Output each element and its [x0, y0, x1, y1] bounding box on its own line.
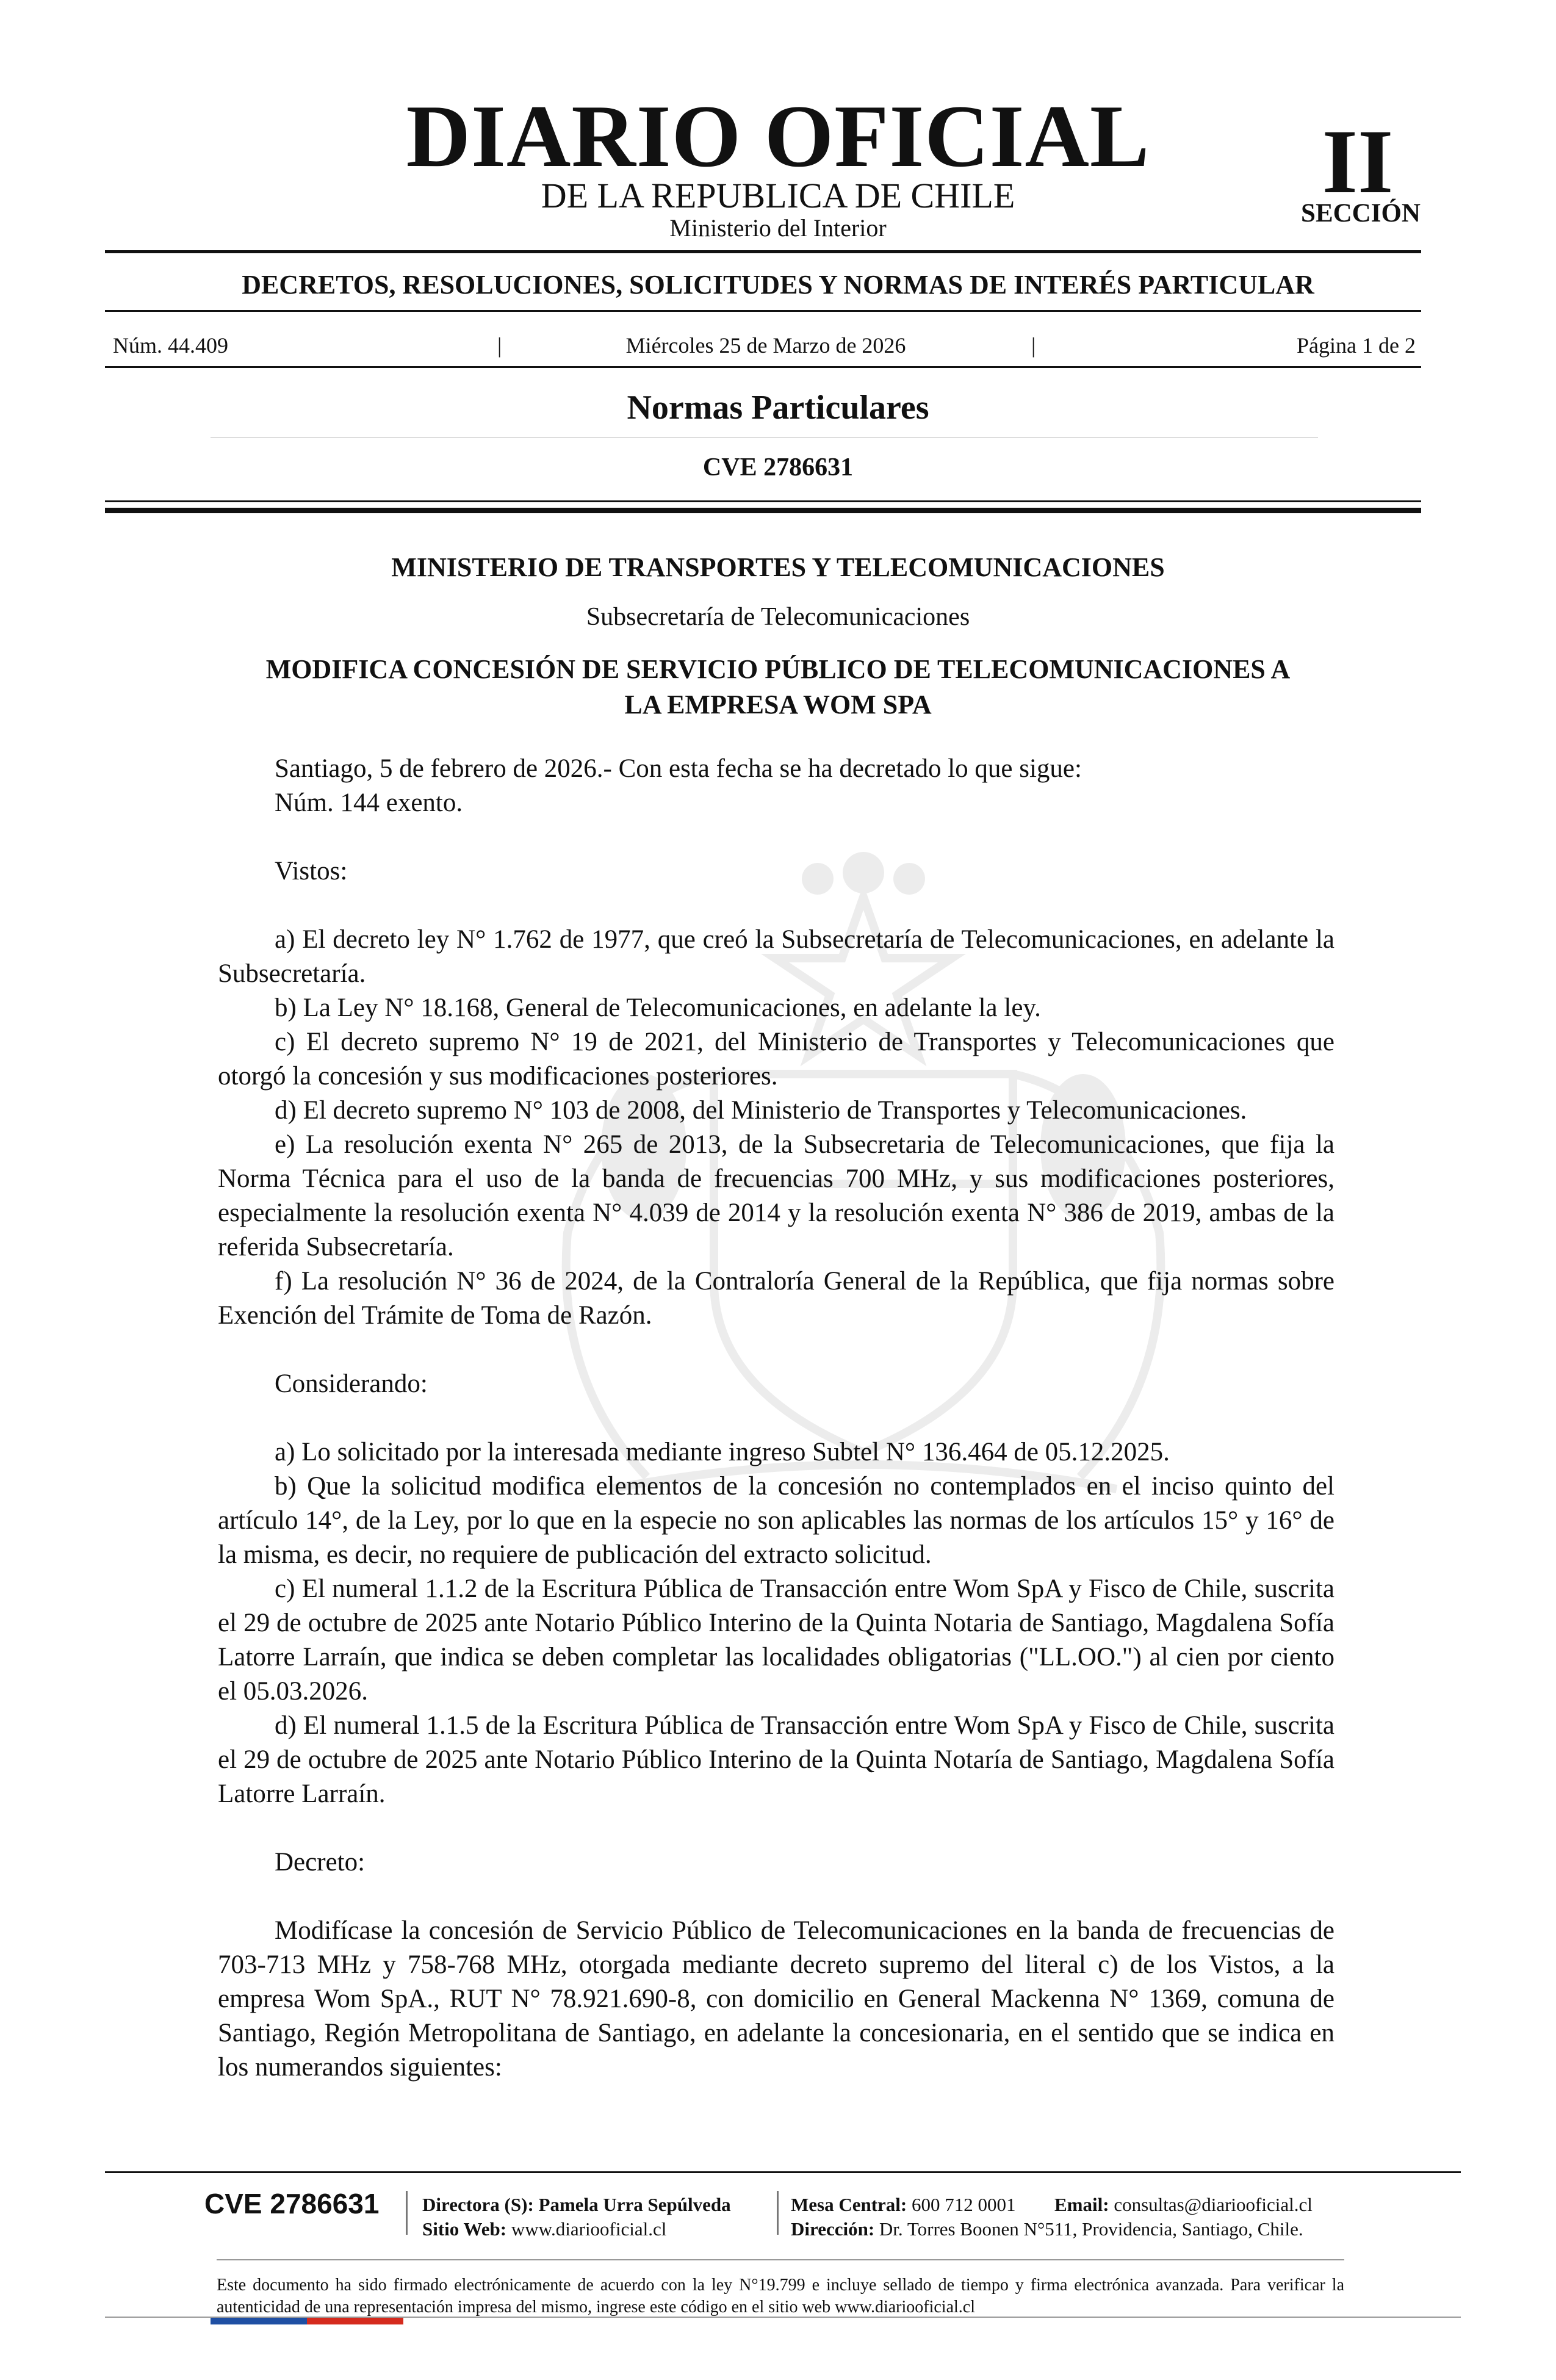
vistos-item: d) El decreto supremo N° 103 de 2008, del Ministerio de Transportes y Telecomunicaciones.	[275, 1096, 1247, 1125]
decree-number: Núm. 144 exento.	[275, 788, 463, 817]
footer-director	[422, 2195, 731, 2214]
footer-email-label: Email:	[1054, 2194, 1109, 2215]
masthead-subtitle: DE LA REPUBLICA DE CHILE	[541, 176, 1015, 215]
footer-address	[791, 2220, 1303, 2238]
category-rule	[211, 437, 1318, 438]
vistos-item: e) La resolución exenta N° 265 de 2013, de la Subsecretaria de Telecomunicaciones, que fija la Norma Técnica para el uso de la banda de frecuencias 700 MHz, y sus modificaciones posteriores, especialmente la resolución exenta N° 4.039 de 2014 y la resolución exenta N° 386 de 2019, ambas de la referida Subsecretaría.	[218, 1130, 1334, 1261]
header-double-rule-top	[105, 500, 1421, 502]
footer-cve-code: CVE 2786631	[204, 2188, 380, 2220]
masthead-title: DIARIO OFICIAL	[406, 87, 1150, 186]
document-title-line: MODIFICA CONCESIÓN DE SERVICIO PÚBLICO DE TELECOMUNICACIONES A	[265, 654, 1291, 684]
considerando-item: a) Lo solicitado por la interesada mediante ingreso Subtel N° 136.464 de 05.12.2025.	[275, 1438, 1170, 1466]
footer-phone-label: Mesa Central:	[791, 2194, 907, 2215]
vistos-heading: Vistos:	[275, 857, 348, 885]
flag-stripe-red	[307, 2318, 403, 2324]
meta-separator: |	[1031, 333, 1036, 358]
considerando-item: d) El numeral 1.1.5 de la Escritura Pública de Transacción entre Wom SpA y Fisco de Chile, suscrita el 29 de octubre de 2025 ante Notario Público Interino de la Quinta Notaría de Santiago, Magdalena Sofía Latorre Larraín.	[218, 1711, 1334, 1808]
vistos-item: b) La Ley N° 18.168, General de Telecomunicaciones, en adelante la ley.	[275, 993, 1041, 1022]
considerando-heading: Considerando:	[275, 1369, 428, 1398]
document-title-line: LA EMPRESA WOM SPA	[624, 690, 932, 719]
ministry-name: MINISTERIO DE TRANSPORTES Y TELECOMUNICACIONES	[391, 552, 1165, 582]
meta-separator: |	[497, 333, 502, 358]
footer-phone	[791, 2195, 1016, 2214]
footer-divider	[406, 2191, 408, 2235]
considerando-item: c) El numeral 1.1.2 de la Escritura Pública de Transacción entre Wom SpA y Fisco de Chile, suscrita el 29 de octubre de 2025 ante Notario Público Interino de la Quinta Notaria de Santiago, Magdalena Sofía Latorre Larraín, que indica se deben completar las localidades obligatorias ("LL.OO.") al cien por ciento el 05.03.2026.	[218, 1574, 1334, 1706]
section-label: SECCIÓN	[1301, 199, 1421, 228]
footer-phone-value: 600 712 0001	[912, 2194, 1016, 2215]
footer-site-label: Sitio Web:	[422, 2218, 507, 2240]
vistos-item: a) El decreto ley N° 1.762 de 1977, que creó la Subsecretaría de Telecomunicaciones, en adelante la Subsecretaría.	[218, 925, 1334, 988]
footer-address-label: Dirección:	[791, 2218, 875, 2240]
meta-rule	[105, 366, 1421, 368]
considerando-item: b) Que la solicitud modifica elementos de la concesión no contemplados en el inciso quinto del artículo 14°, de la Ley, por lo que en la especie no son aplicables las normas de los artículos 15° y 16° de la misma, es decir, no requiere de publicación del extracto solicitud.	[218, 1472, 1334, 1569]
footer-divider	[777, 2191, 779, 2235]
footer-legal-note: Este documento ha sido firmado electrónicamente de acuerdo con la ley N°19.799 e incluye sellado de tiempo y firma electrónica avanzada. Para verificar la autenticidad de una representación impresa del mismo, ingrese este código en el sitio web www.diariooficial.cl	[217, 2276, 1344, 2317]
flag-stripe-blue	[211, 2318, 307, 2324]
issue-date: Miércoles 25 de Marzo de 2026	[625, 333, 906, 358]
cve-code: CVE 2786631	[702, 453, 854, 481]
footer-email	[1054, 2195, 1313, 2214]
footer-rule	[105, 2171, 1461, 2173]
vistos-item: f) La resolución N° 36 de 2024, de la Contraloría General de la República, que fija normas sobre Exención del Trámite de Toma de Razón.	[218, 1267, 1334, 1330]
section-roman-numeral: II	[1322, 111, 1394, 212]
document-body	[218, 752, 1334, 2085]
document-title	[0, 652, 1556, 723]
masthead-rule-thick	[105, 250, 1421, 253]
section-heading-rule	[105, 310, 1421, 312]
footer-site-link[interactable]: www.diariooficial.cl	[511, 2218, 667, 2240]
footer-email-link[interactable]: consultas@diariooficial.cl	[1114, 2194, 1313, 2215]
footer-address-value: Dr. Torres Boonen N°511, Providencia, Santiago, Chile.	[879, 2218, 1303, 2240]
subsecretaria-name: Subsecretaría de Telecomunicaciones	[586, 603, 970, 631]
footer-note-rule	[217, 2259, 1344, 2260]
header-double-rule-bottom	[105, 508, 1421, 513]
opening-line: Santiago, 5 de febrero de 2026.- Con esta fecha se ha decretado lo que sigue:	[275, 754, 1082, 783]
category-title: Normas Particulares	[627, 389, 929, 427]
decreto-heading: Decreto:	[275, 1848, 366, 1877]
footer-site	[422, 2220, 666, 2238]
vistos-item: c) El decreto supremo N° 19 de 2021, del Ministerio de Transportes y Telecomunicaciones que otorgó la concesión y sus modificaciones posteriores.	[218, 1028, 1334, 1091]
footer-director-label: Directora (S):	[422, 2194, 534, 2215]
decreto-body: Modifícase la concesión de Servicio Público de Telecomunicaciones en la banda de frecuencias de 703-713 MHz y 758-768 MHz, otorgada mediante decreto supremo del literal c) de los Vistos, a la empresa Wom SpA., RUT N° 78.921.690-8, con domicilio en General Mackenna N° 1369, comuna de Santiago, Región Metropolitana de Santiago, en adelante la concesionaria, en el sentido que se indica en los numerandos siguientes:	[218, 1916, 1334, 2082]
masthead-ministry: Ministerio del Interior	[669, 214, 887, 242]
page-indicator: Página 1 de 2	[1297, 333, 1416, 358]
footer-director-name: Pamela Urra Sepúlveda	[538, 2194, 731, 2215]
section-heading: DECRETOS, RESOLUCIONES, SOLICITUDES Y NORMAS DE INTERÉS PARTICULAR	[242, 270, 1314, 300]
issue-number: Núm. 44.409	[113, 333, 228, 358]
